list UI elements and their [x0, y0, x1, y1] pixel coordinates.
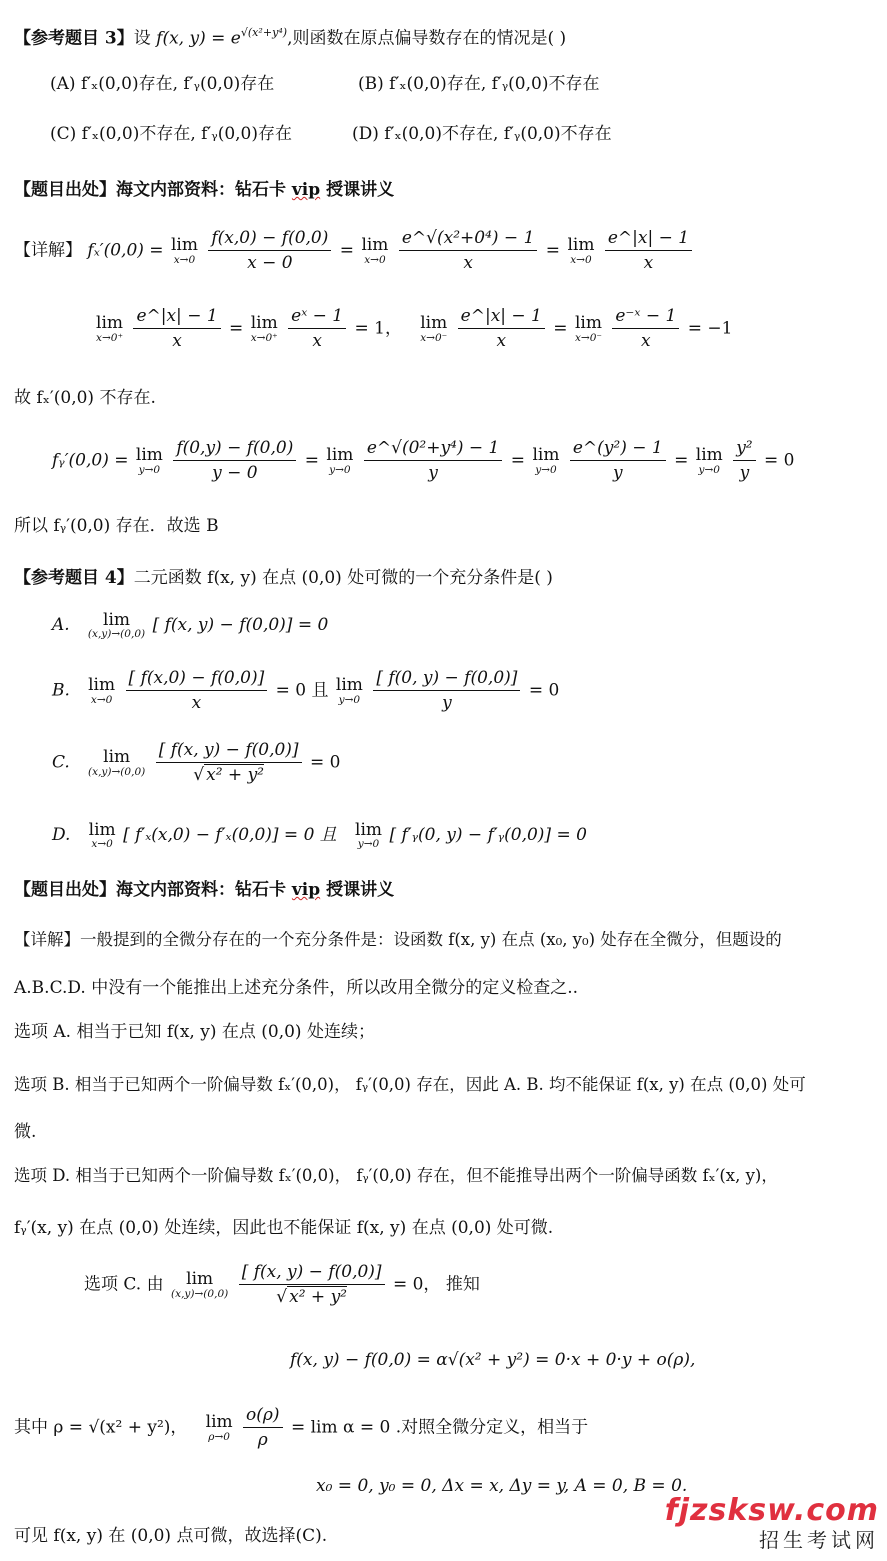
- q4-final-text: 可见 f(x, y) 在 (0,0) 点可微，故选择(C).: [14, 1526, 328, 1546]
- q4-opt-d1: 选项 D. 相当于已知两个一阶偏导数 fₓ′(0,0)， fᵧ′(0,0) 存在，但不能推导出两个一阶偏导函数 fₓ′(x, y)，: [14, 1166, 778, 1185]
- q4-rho-pre: 其中 ρ = √(x² + y²)，: [14, 1417, 188, 1438]
- q4-d-lim1: lim x→0: [88, 820, 116, 851]
- eq2-frac-d: $\frac{\text{e⁻ˣ − 1}}{x}$: [612, 306, 679, 352]
- eq2-lim-a: lim x→0⁺: [96, 313, 124, 344]
- eq2-frac-c: $\frac{e\^{}|x| - 1}{x}$: [458, 306, 545, 352]
- q3-func: f(x, y) = e: [156, 28, 241, 49]
- eq3-frac3: $\frac{\text{e\textasciicircum{}(y²) − 1}}{y}$: [570, 438, 666, 484]
- q3-stem: [14, 26, 566, 49]
- q4-b-mid: = 0 且: [275, 680, 329, 701]
- watermark-tagline: 招生考试网: [759, 1528, 879, 1552]
- q3-detail-label: 【详解】: [14, 240, 82, 261]
- q4-opt-b2: 微.: [14, 1122, 37, 1142]
- q4-opt-c-pre: 选项 C. 由: [84, 1274, 164, 1295]
- q4-d-lim2: lim y→0: [355, 820, 383, 851]
- q4-detail-1: [14, 930, 782, 950]
- q4-rho-frac: $\frac{o(\rho)}{\rho}$: [243, 1405, 283, 1451]
- eq3-lim4: lim y→0: [695, 445, 723, 476]
- q3-source-vip: vip: [291, 180, 321, 200]
- q4-b-lim1: lim x→0: [88, 675, 116, 706]
- eq2-eqm1: = −1: [687, 318, 733, 339]
- q3-option-d: (D) f′ₓ(0,0)不存在, f′ᵧ(0,0)不存在: [352, 124, 612, 144]
- q4-rho-post: = lim α = 0 .对照全微分定义，相当于: [290, 1417, 589, 1438]
- q3-detail-eq3: fᵧ′(0,0) = lim y→0 $\frac{f(0,y) - f(0,0)}{y - 0}$ = lim y→0 $\frac{\text{e\textasciicircum{}√(0²+y⁴) − 1}}{y}$ = lim y→0 $\frac{\text{e\textasciicircum{}(y²) − 1}}{y}$ = lim y→0 $\frac{\text{y²}}{y}$ = 0: [52, 438, 795, 484]
- q4-source-tail: 授课讲义: [326, 880, 395, 900]
- q3-exponent: √(x²+y⁴): [240, 26, 288, 39]
- q4-a-label: A.: [52, 615, 70, 636]
- q4-b-end: = 0: [528, 680, 560, 701]
- q4-source-label: 【题目出处】: [14, 880, 116, 900]
- q4-source-text: 海文内部资料：钻石卡: [116, 880, 286, 900]
- q4-b-lim2: lim y→0: [335, 675, 363, 706]
- watermark-logo: fjzsksw.com: [664, 1493, 879, 1528]
- q4-source-vip: vip: [291, 880, 321, 900]
- q3-source: [14, 180, 394, 200]
- eq1-lim3: lim x→0: [567, 235, 595, 266]
- q3-title: 【参考题目 3】: [14, 28, 134, 49]
- q3-conclusion1: 故 fₓ′(0,0) 不存在.: [14, 388, 156, 408]
- q4-a-body: [ f(x, y) − f(0,0)] = 0: [152, 615, 329, 636]
- q3-source-tail: 授课讲义: [326, 180, 395, 200]
- q4-opt-c-post: = 0， 推知: [392, 1274, 480, 1295]
- q4-opt-d2: fᵧ′(x, y) 在点 (0,0) 处连续，因此也不能保证 f(x, y) 在点 (0,0) 处可微.: [14, 1218, 554, 1238]
- q4-stem: [14, 568, 553, 588]
- q4-b-frac2: $\frac{[ f(0, y) - f(0,0)]}{y}$: [373, 668, 520, 714]
- q3-option-b: (B) f′ₓ(0,0)存在, f′ᵧ(0,0)不存在: [358, 74, 600, 94]
- q4-detail-1-text: 一般提到的全微分存在的一个充分条件是：设函数 f(x, y) 在点 (x₀, y₀) 处存在全微分，但题设的: [80, 930, 782, 949]
- eq1-lhs: fₓ′(0,0) =: [87, 240, 164, 261]
- q4-opt-b1: 选项 B. 相当于已知两个一阶偏导数 fₓ′(0,0)， fᵧ′(0,0) 存在，因此 A. B. 均不能保证 f(x, y) 在点 (0,0) 处可: [14, 1075, 806, 1094]
- q4-d-body2: [ f′ᵧ(0, y) − f′ᵧ(0,0)] = 0: [389, 825, 587, 846]
- eq3-lim2: lim y→0: [326, 445, 354, 476]
- q4-b-frac1: $\frac{[ f(x,0) - f(0,0)]}{x}$: [126, 668, 268, 714]
- q4-a-lim: lim (x,y)→(0,0): [87, 610, 146, 641]
- q4-detail-2: A.B.C.D. 中没有一个能推出上述充分条件，所以改用全微分的定义检查之..: [14, 978, 579, 998]
- eq3-lim3: lim y→0: [532, 445, 560, 476]
- eq2-lim-b: lim x→0⁺: [250, 313, 278, 344]
- q4-d-body1: [ f′ₓ(x,0) − f′ₓ(0,0)] = 0 且: [123, 825, 337, 846]
- q4-opt-c-lim: lim (x,y)→(0,0): [171, 1269, 229, 1300]
- q4-c-label: C.: [52, 752, 70, 773]
- q3-conclusion2: 所以 fᵧ′(0,0) 存在．故选 B: [14, 516, 219, 536]
- eq1-lim1: lim x→0: [170, 235, 198, 266]
- q3-stem-pre: 设: [133, 28, 151, 49]
- q4-source: [14, 880, 394, 900]
- eq2-frac-a: $\frac{e\^{}|x| - 1}{x}$: [133, 306, 220, 352]
- q4-rho-line: [14, 1405, 588, 1451]
- eq1-frac1: $\frac{f(x,0) - f(0,0)}{x - 0}$: [208, 228, 331, 274]
- site-watermark: [665, 1493, 879, 1553]
- q4-c-end: = 0: [309, 752, 341, 773]
- q3-detail-eq2: lim x→0⁺ $\frac{e\^{}|x| - 1}{x}$ = lim x→0⁺ $\frac{\text{eˣ − 1}}{x}$ = 1， lim x→0⁻ $\frac{e\^{}|x| - 1}{x}$ = lim x→0⁻ $\frac{\text{e⁻ˣ − 1}}{x}$ = −1: [96, 306, 733, 352]
- q4-option-a: [52, 610, 328, 641]
- eq3-lhs: fᵧ′(0,0) =: [52, 450, 129, 471]
- eq3-frac2: $\frac{\text{e\textasciicircum{}√(0²+y⁴) − 1}}{y}$: [364, 438, 503, 484]
- eq2-lim-d: lim x→0⁻: [574, 313, 602, 344]
- q4-final-eq: x₀ = 0, y₀ = 0, Δx = x, Δy = y, A = 0, B = 0.: [316, 1476, 688, 1496]
- eq3-end: = 0: [764, 450, 795, 471]
- q4-opt-c: [84, 1262, 480, 1308]
- eq1-lim2: lim x→0: [361, 235, 389, 266]
- q3-detail-eq1: 【详解】 fₓ′(0,0) = lim x→0 $\frac{f(x,0) - f(0,0)}{x - 0}$ = lim x→0 $\frac{\text{e\textasciicircum{}√(x²+0⁴) − 1}}{x}$ = lim x→0 $\frac{e\^{}|x| - 1}{x}$: [14, 228, 695, 274]
- q4-rho-lim: lim ρ→0: [205, 1412, 233, 1443]
- q4-detail-label: 【详解】: [14, 930, 80, 949]
- eq3-lim1: lim y→0: [135, 445, 163, 476]
- eq2-frac-b: $\frac{\text{eˣ − 1}}{x}$: [288, 306, 346, 352]
- q3-option-a: (A) f′ₓ(0,0)存在, f′ᵧ(0,0)存在: [50, 74, 275, 94]
- q3-option-c: (C) f′ₓ(0,0)不存在, f′ᵧ(0,0)存在: [50, 124, 292, 144]
- q3-source-label: 【题目出处】: [14, 180, 116, 200]
- q4-b-label: B.: [52, 680, 70, 701]
- q4-d-label: D.: [52, 825, 71, 846]
- q4-opt-c-frac: $\frac{[ f(x, y) - f(0,0)]}{\text{√ x² + y²}}$: [239, 1262, 385, 1308]
- eq1-frac2: $\frac{\text{e\textasciicircum{}√(x²+0⁴) − 1}}{x}$: [399, 228, 538, 274]
- q4-option-c: [52, 740, 340, 786]
- q4-opt-a: 选项 A. 相当于已知 f(x, y) 在点 (0,0) 处连续；: [14, 1022, 375, 1042]
- q4-eq-main: f(x, y) − f(0,0) = α√(x² + y²) = 0·x + 0·y + o(ρ),: [290, 1350, 696, 1370]
- q4-c-lim: lim (x,y)→(0,0): [88, 747, 146, 778]
- eq3-frac4: $\frac{\text{y²}}{y}$: [733, 438, 755, 484]
- q4-stem-text: 二元函数 f(x, y) 在点 (0,0) 处可微的一个充分条件是( ): [133, 568, 553, 588]
- q4-option-b: [52, 668, 559, 714]
- eq3-frac1: $\frac{f(0,y) - f(0,0)}{y - 0}$: [173, 438, 296, 484]
- q4-option-d: [52, 820, 587, 851]
- eq2-lim-c: lim x→0⁻: [420, 313, 448, 344]
- eq1-frac3: $\frac{e\^{}|x| - 1}{x}$: [605, 228, 692, 274]
- q3-stem-post: ,则函数在原点偏导数存在的情况是( ): [287, 28, 567, 49]
- q4-c-frac: $\frac{[ f(x, y) - f(0,0)]}{\text{√ x² + y²}}$: [156, 740, 302, 786]
- q4-title: 【参考题目 4】: [14, 568, 134, 588]
- eq2-eq1: = 1，: [354, 318, 402, 339]
- q3-source-text: 海文内部资料：钻石卡: [116, 180, 286, 200]
